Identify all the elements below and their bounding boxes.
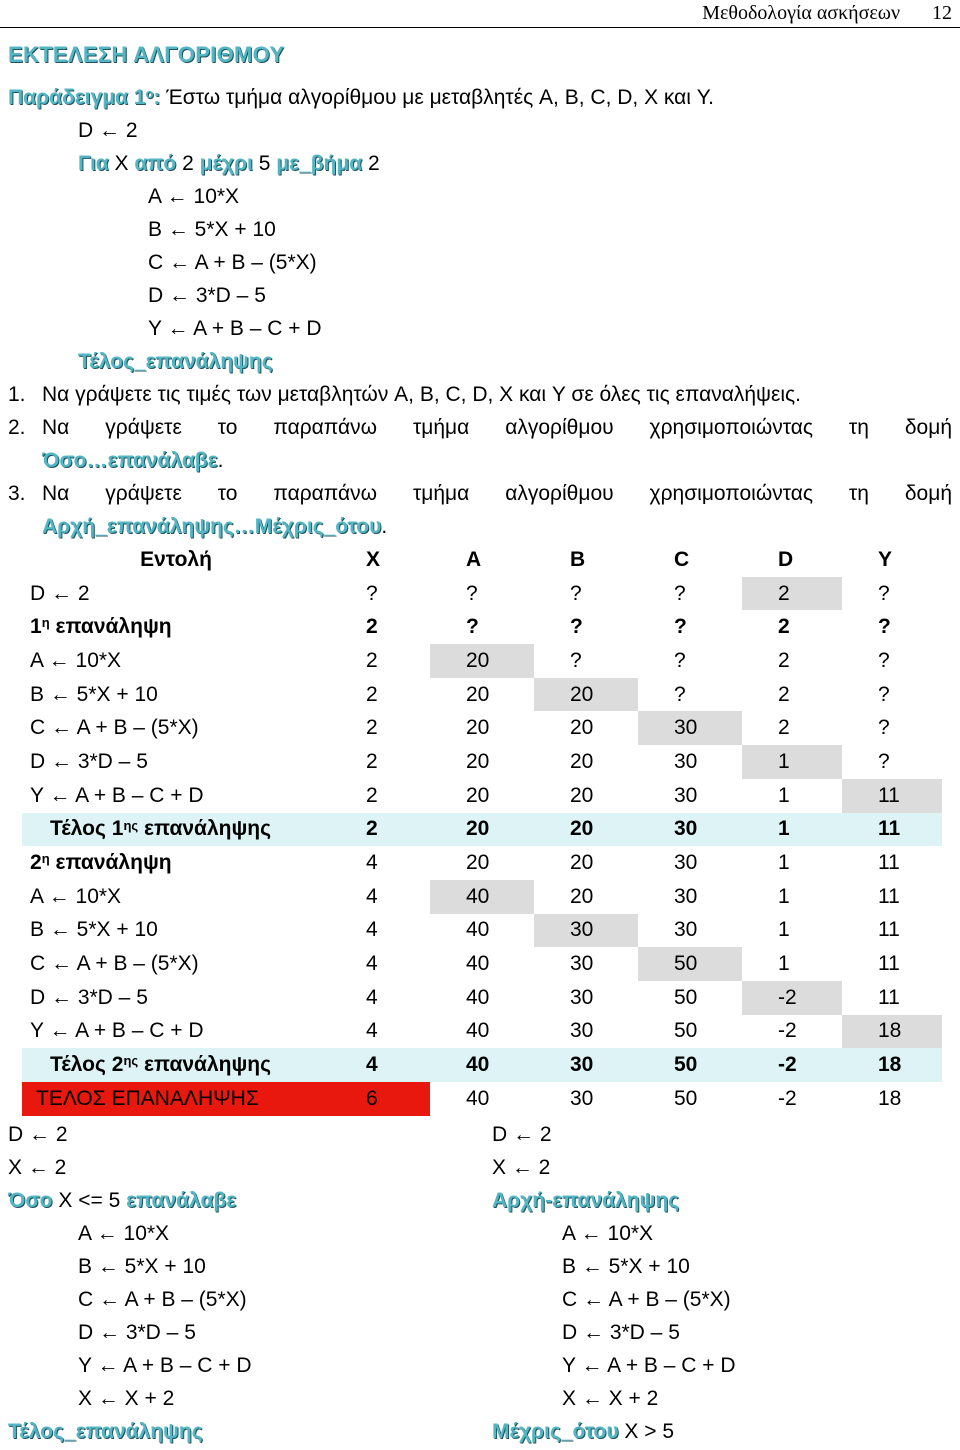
loop-start: 2 — [182, 152, 194, 175]
value-cell-c: ? — [674, 682, 686, 706]
repeat-until-version — [492, 1118, 942, 1448]
question-text: Να γράψετε το παραπάνω τμήμα αλγορίθμου χρησιμοποιώντας τη δομή — [42, 482, 952, 505]
command-ordinal: ης — [123, 817, 139, 833]
value-cell-y: 11 — [878, 884, 900, 908]
trace-table-row — [22, 846, 942, 880]
value-cell-x: 4 — [366, 918, 378, 942]
trace-table — [22, 543, 942, 1116]
value-cell-a: 40 — [430, 1048, 534, 1082]
value-cell-c: 30 — [638, 813, 742, 847]
value-cell-b: ? — [570, 648, 582, 672]
algorithm-init: D ← 2 — [78, 119, 138, 142]
value-cell-b: 20 — [570, 749, 594, 773]
value-cell-x: 2 — [366, 749, 378, 773]
value-cell-a: 40 — [466, 918, 490, 942]
value-cell-b: 20 — [570, 884, 594, 908]
value-cell-b: 20 — [534, 678, 638, 712]
command-text-rest: επανάληψης — [138, 817, 272, 841]
value-cell-x: 4 — [366, 985, 378, 1009]
repeat-start: Αρχή-επανάληψης — [492, 1189, 680, 1212]
code-line: D ← 3*D – 5 — [562, 1321, 680, 1344]
trace-table-row — [22, 577, 942, 611]
keyword-from: από — [134, 152, 177, 175]
example-line — [0, 81, 960, 114]
command-cell — [22, 745, 330, 779]
question-text: Να γράψετε το παραπάνω τμήμα αλγορίθμου χρησιμοποιώντας τη δομή — [42, 416, 952, 439]
header-d: D — [778, 547, 794, 571]
value-cell-d: 1 — [778, 918, 790, 942]
command-text: ΤΕΛΟΣ ΕΠΑΝΑΛΗΨΗΣ — [36, 1086, 259, 1110]
trace-table-row — [22, 813, 942, 847]
keyword-while: Όσο — [8, 1189, 53, 1212]
value-cell-c: 30 — [674, 783, 698, 807]
exercise-body — [0, 81, 960, 543]
value-cell-x: 6 — [330, 1082, 430, 1116]
value-cell-c: 50 — [638, 1048, 742, 1082]
command-text-rest: επανάληψης — [138, 1053, 272, 1077]
command-cell — [22, 981, 330, 1015]
value-cell-x: 2 — [366, 648, 378, 672]
trace-table-row — [22, 1048, 942, 1082]
value-cell-y: ? — [878, 749, 890, 773]
value-cell-d: 1 — [742, 813, 842, 847]
algorithm-statement: B ← 5*X + 10 — [148, 218, 276, 241]
value-cell-y: 11 — [842, 779, 942, 813]
value-cell-c: 30 — [674, 918, 698, 942]
value-cell-d: 1 — [778, 884, 790, 908]
header-c: C — [674, 547, 690, 571]
value-cell-y: 11 — [878, 952, 900, 976]
value-cell-d: 2 — [778, 648, 790, 672]
example-label-colon: : — [153, 86, 161, 109]
value-cell-a: 20 — [466, 716, 490, 740]
question-3 — [0, 477, 960, 510]
command-text: A ← 10*X — [30, 884, 122, 908]
value-cell-b: 20 — [570, 783, 594, 807]
command-cell — [22, 947, 330, 981]
value-cell-a: 40 — [430, 880, 534, 914]
code-line: A ← 10*X — [562, 1222, 654, 1245]
value-cell-a: 20 — [430, 644, 534, 678]
value-cell-a: 20 — [466, 783, 490, 807]
value-cell-y: 11 — [842, 813, 942, 847]
value-cell-y: 18 — [842, 1048, 942, 1082]
value-cell-c: 50 — [674, 1019, 698, 1043]
keyword-to: μέχρι — [199, 152, 253, 175]
header-a: A — [466, 547, 482, 571]
section-title: ΕΚΤΕΛΕΣΗ ΑΛΓΟΡΙΘΜΟΥ — [8, 42, 285, 67]
value-cell-y: 11 — [878, 985, 900, 1009]
value-cell-d: 2 — [778, 682, 790, 706]
value-cell-y: ? — [878, 648, 890, 672]
value-cell-y: 18 — [842, 1015, 942, 1049]
value-cell-a: 20 — [466, 682, 490, 706]
while-version — [8, 1118, 458, 1448]
value-cell-x: 4 — [366, 884, 378, 908]
command-cell — [22, 678, 330, 712]
trace-table-row — [22, 1015, 942, 1049]
command-text: 2 — [30, 851, 42, 875]
algorithm-loop-end: Τέλος_επανάληψης — [78, 350, 273, 373]
command-text: Τέλος 2 — [50, 1053, 124, 1077]
value-cell-b: 30 — [570, 1019, 594, 1043]
value-cell-b: 30 — [570, 1086, 594, 1110]
value-cell-c: 50 — [674, 985, 698, 1009]
question-text: Να γράψετε τις τιμές των μεταβλητών A, B, C, D, X και Y σε όλες τις επαναλήψεις. — [42, 383, 802, 406]
code-line: B ← 5*X + 10 — [78, 1255, 206, 1278]
value-cell-y: ? — [878, 581, 890, 605]
loop-end-value: 5 — [258, 152, 271, 175]
value-cell-a: 40 — [466, 1019, 490, 1043]
value-cell-a: 40 — [466, 1086, 490, 1110]
command-cell — [22, 711, 330, 745]
command-text: C ← A + B – (5*X) — [30, 716, 199, 740]
code-line: C ← A + B – (5*X) — [78, 1288, 247, 1311]
command-text-rest: επανάληψη — [49, 851, 172, 875]
value-cell-a: 40 — [466, 985, 490, 1009]
example-label-text: Παράδειγμα 1 — [8, 86, 146, 109]
loop-variable: X — [114, 152, 129, 175]
command-text: D ← 2 — [30, 581, 90, 605]
example-intro: Έστω τμήμα αλγορίθμου με μεταβλητές A, B, C, D, X και Y. — [166, 86, 714, 109]
algorithm-loop-header — [0, 147, 960, 180]
value-cell-y: 18 — [878, 1086, 902, 1110]
value-cell-d: -2 — [778, 1086, 797, 1110]
question-1 — [0, 378, 960, 411]
value-cell-d: 1 — [778, 783, 790, 807]
question-number: 1. — [8, 383, 26, 406]
value-cell-d: 1 — [778, 851, 790, 875]
code-line: X ← 2 — [8, 1156, 67, 1179]
trace-table-body — [22, 577, 942, 1116]
value-cell-y: ? — [878, 716, 890, 740]
value-cell-x: 2 — [366, 682, 378, 706]
command-ordinal: η — [41, 615, 50, 631]
question-structure-keyword: Αρχή_επανάληψης…Μέχρις_ότου — [42, 515, 382, 538]
command-cell — [22, 880, 330, 914]
trace-table-row — [22, 914, 942, 948]
trace-table-row — [22, 610, 942, 644]
value-cell-d: 1 — [742, 745, 842, 779]
keyword-for: Για — [78, 152, 109, 175]
question-2-continuation — [0, 444, 960, 477]
header-y: Y — [878, 547, 893, 571]
value-cell-b: ? — [570, 615, 583, 639]
command-cell — [22, 779, 330, 813]
code-line: A ← 10*X — [78, 1222, 170, 1245]
trace-table-header-row — [22, 543, 942, 577]
loop-step: 2 — [367, 152, 380, 175]
command-text: Y ← A + B – C + D — [30, 1019, 204, 1043]
command-text: D ← 3*D – 5 — [30, 985, 148, 1009]
value-cell-b: 30 — [570, 985, 594, 1009]
value-cell-y: 11 — [878, 851, 900, 875]
command-text: A ← 10*X — [30, 648, 122, 672]
question-3-continuation — [0, 510, 960, 543]
trace-table-row — [22, 947, 942, 981]
value-cell-c: ? — [674, 615, 687, 639]
while-condition: X <= 5 — [58, 1189, 121, 1212]
value-cell-c: 50 — [674, 1086, 698, 1110]
question-number: 2. — [8, 416, 26, 439]
value-cell-d: 2 — [778, 615, 790, 639]
value-cell-c: ? — [674, 581, 686, 605]
algorithm-statement: D ← 3*D – 5 — [148, 284, 266, 307]
value-cell-b: 20 — [534, 813, 638, 847]
code-line: Y ← A + B – C + D — [78, 1354, 252, 1377]
value-cell-b: 20 — [570, 851, 594, 875]
command-ordinal: η — [41, 851, 50, 867]
value-cell-x: 2 — [366, 783, 378, 807]
value-cell-x: ? — [366, 581, 378, 605]
command-text: B ← 5*X + 10 — [30, 918, 158, 942]
value-cell-d: -2 — [742, 981, 842, 1015]
value-cell-y: 11 — [878, 918, 900, 942]
value-cell-a: 20 — [466, 749, 490, 773]
value-cell-a: ? — [466, 615, 479, 639]
until-footer — [492, 1415, 942, 1448]
while-header — [8, 1184, 458, 1217]
command-text: Y ← A + B – C + D — [30, 783, 204, 807]
running-header-title: Μεθοδολογία ασκήσεων — [702, 2, 900, 24]
command-text: D ← 3*D – 5 — [30, 749, 148, 773]
example-label — [8, 86, 160, 109]
value-cell-b: 30 — [534, 914, 638, 948]
command-text-rest: επανάληψη — [49, 615, 172, 639]
code-line: D ← 3*D – 5 — [78, 1321, 196, 1344]
question-end-mark: . — [381, 515, 388, 538]
trace-table-head — [22, 543, 942, 577]
value-cell-b: ? — [570, 581, 582, 605]
command-text: B ← 5*X + 10 — [30, 682, 158, 706]
algorithm-statement: C ← A + B – (5*X) — [148, 251, 317, 274]
value-cell-d: -2 — [778, 1019, 797, 1043]
trace-table-row — [22, 745, 942, 779]
value-cell-d: 1 — [778, 952, 790, 976]
keyword-step: με_βήμα — [276, 152, 363, 175]
while-end: Τέλος_επανάληψης — [8, 1420, 203, 1443]
value-cell-b: 20 — [570, 716, 594, 740]
value-cell-a: ? — [466, 581, 478, 605]
command-cell — [22, 846, 330, 880]
value-cell-y: ? — [878, 682, 890, 706]
value-cell-c: ? — [674, 648, 686, 672]
code-line: X ← 2 — [492, 1156, 551, 1179]
trace-table-row — [22, 644, 942, 678]
trace-table-row — [22, 981, 942, 1015]
value-cell-x: 4 — [366, 952, 378, 976]
question-number: 3. — [8, 482, 26, 505]
value-cell-b: 30 — [570, 952, 594, 976]
value-cell-c: 30 — [638, 711, 742, 745]
command-text: Τέλος 1 — [50, 817, 124, 841]
header-x: X — [366, 547, 381, 571]
trace-table-row — [22, 880, 942, 914]
value-cell-x: 4 — [366, 851, 378, 875]
command-cell — [22, 1015, 330, 1049]
command-cell — [22, 1048, 330, 1082]
header-command: Εντολή — [140, 547, 212, 571]
value-cell-x: 2 — [330, 813, 430, 847]
page-number: 12 — [932, 2, 952, 24]
value-cell-a: 20 — [466, 851, 490, 875]
value-cell-c: 30 — [674, 851, 698, 875]
value-cell-d: -2 — [742, 1048, 842, 1082]
value-cell-a: 20 — [430, 813, 534, 847]
value-cell-c: 50 — [638, 947, 742, 981]
command-text: C ← A + B – (5*X) — [30, 952, 199, 976]
value-cell-x: 2 — [366, 615, 378, 639]
value-cell-c: 30 — [674, 884, 698, 908]
value-cell-x: 4 — [330, 1048, 430, 1082]
header-b: B — [570, 547, 586, 571]
value-cell-x: 4 — [366, 1019, 378, 1043]
command-cell — [22, 1082, 330, 1116]
code-line: C ← A + B – (5*X) — [562, 1288, 731, 1311]
code-line: Y ← A + B – C + D — [562, 1354, 736, 1377]
running-header — [0, 0, 960, 28]
code-line: B ← 5*X + 10 — [562, 1255, 690, 1278]
code-line: D ← 2 — [8, 1123, 68, 1146]
command-cell — [22, 914, 330, 948]
code-line: X ← X + 2 — [78, 1387, 175, 1410]
keyword-until: Μέχρις_ότου — [492, 1420, 619, 1443]
until-condition: X > 5 — [624, 1420, 675, 1443]
trace-table-row — [22, 711, 942, 745]
value-cell-d: 2 — [778, 716, 790, 740]
trace-table-row — [22, 1082, 942, 1116]
value-cell-a: 40 — [466, 952, 490, 976]
question-end-mark: . — [217, 449, 224, 472]
command-text: 1 — [30, 615, 42, 639]
command-cell — [22, 644, 330, 678]
algorithm-statement: A ← 10*X — [148, 185, 240, 208]
algorithm-statement: Y ← A + B – C + D — [148, 317, 322, 340]
command-cell — [22, 610, 330, 644]
value-cell-d: 2 — [742, 577, 842, 611]
code-line: X ← X + 2 — [562, 1387, 659, 1410]
code-line: D ← 2 — [492, 1123, 552, 1146]
value-cell-b: 30 — [534, 1048, 638, 1082]
command-cell — [22, 813, 330, 847]
value-cell-x: 2 — [366, 716, 378, 740]
trace-table-row — [22, 678, 942, 712]
command-ordinal: ης — [123, 1053, 139, 1069]
keyword-do: επανάλαβε — [126, 1189, 237, 1212]
question-structure-keyword: Όσο…επανάλαβε — [42, 449, 218, 472]
question-2 — [0, 411, 960, 444]
command-cell — [22, 577, 330, 611]
example-label-ordinal: ο — [145, 86, 154, 102]
value-cell-c: 30 — [674, 749, 698, 773]
trace-table-row — [22, 779, 942, 813]
value-cell-y: ? — [878, 615, 891, 639]
